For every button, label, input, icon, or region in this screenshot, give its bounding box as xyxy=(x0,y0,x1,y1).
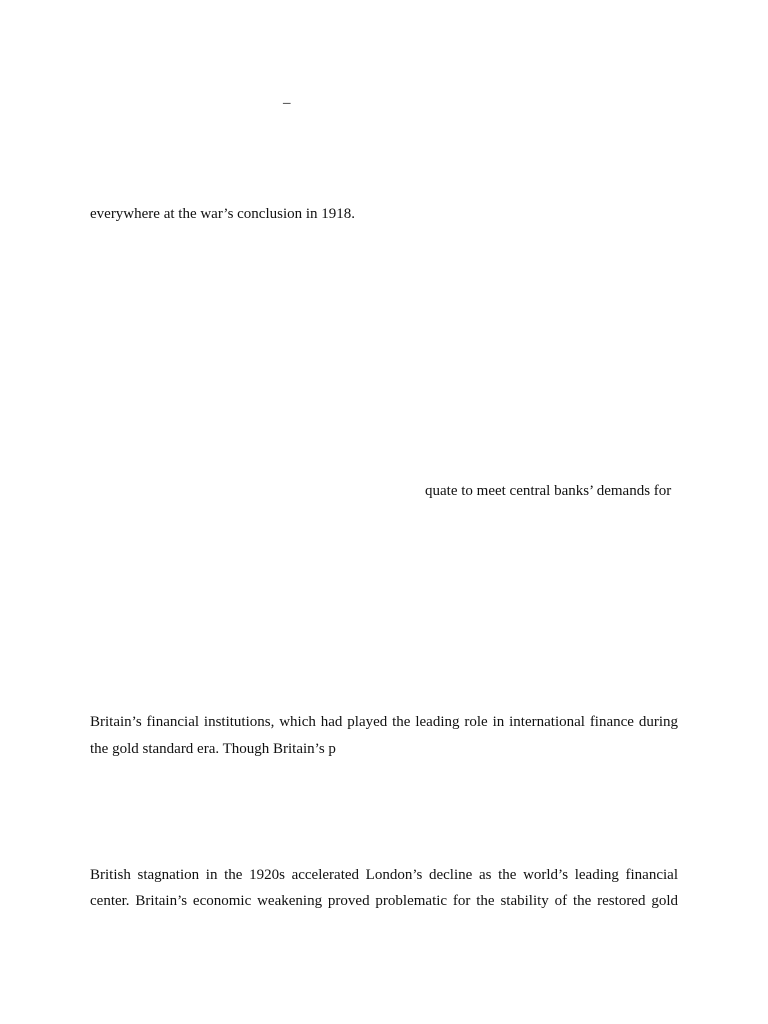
paragraph-2-line-1: British stagnation in the 1920s accelerated London’s decline as the world’s leading financial xyxy=(90,867,678,883)
dash-fragment: – xyxy=(283,95,291,111)
paragraph-2-line-2: center. Britain’s economic weakening proved problematic for the stability of the restored gold xyxy=(90,893,678,909)
paragraph-1-line-1: Britain’s financial institutions, which had played the leading role in international finance during xyxy=(90,714,678,730)
paragraph-1-line-2: the gold standard era. Though Britain’s p xyxy=(90,741,336,757)
text-fragment-central-banks: quate to meet central banks’ demands for xyxy=(425,483,672,499)
text-fragment-war-conclusion: everywhere at the war’s conclusion in 1918. xyxy=(90,206,356,222)
